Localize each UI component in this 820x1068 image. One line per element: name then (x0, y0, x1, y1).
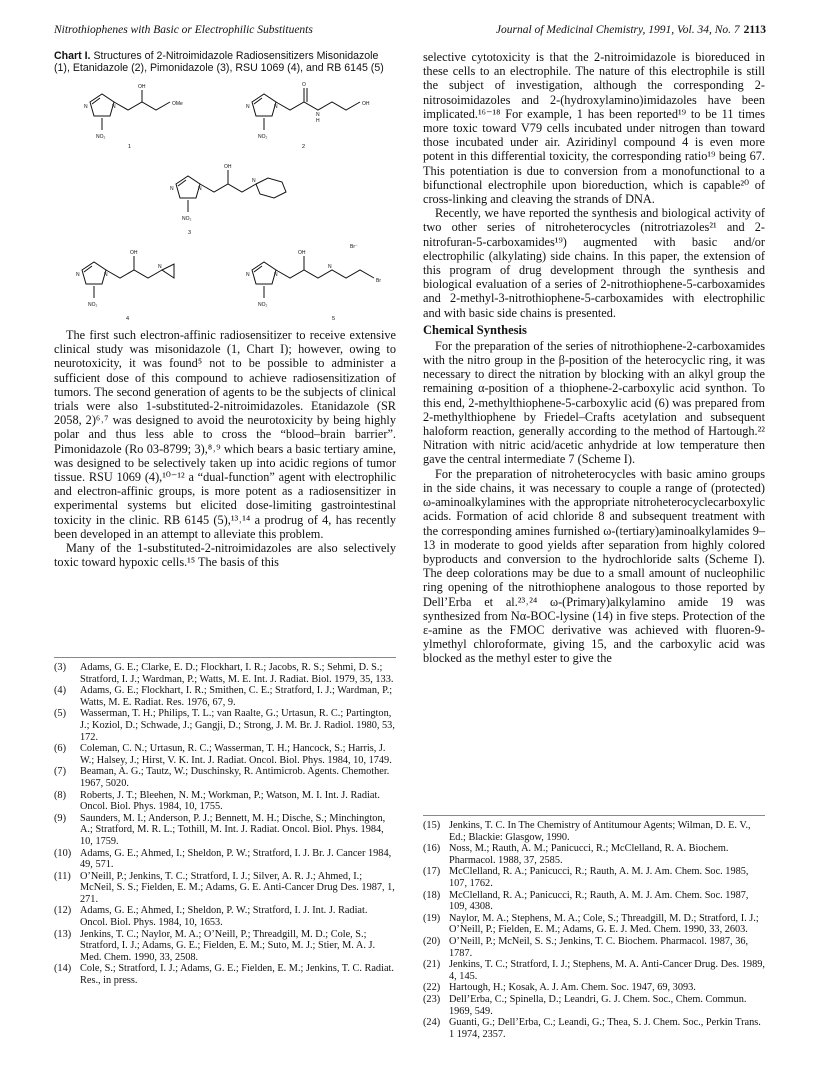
reference-text: Hartough, H.; Kosak, A. J. Am. Chem. Soc. 1947, 69, 3093. (449, 982, 696, 994)
atom-label-ome: OMe (172, 101, 183, 107)
reference-text: Jenkins, T. C. In The Chemistry of Antitumour Agents; Wilman, D. E. V., Ed.; Blackie: Glasgow, 1990. (449, 820, 751, 843)
compound-number: 3 (188, 230, 192, 236)
atom-label-oh: OH (224, 164, 232, 170)
atom-label-no2: NO₂ (258, 302, 268, 308)
atom-label-no2: NO₂ (88, 302, 98, 308)
atom-label-n: N (158, 264, 162, 270)
reference-text: Cole, S.; Stratford, I. J.; Adams, G. E.; Fielden, E. M.; Jenkins, T. C. Radiat. Res., in press. (80, 963, 394, 987)
atom-label-br-minus: Br⁻ (350, 244, 358, 250)
compound-number: 4 (126, 316, 130, 322)
reference-text: McClelland, R. A.; Panicucci, R.; Rauth, A. M. J. Am. Chem. Soc. 1985, 107, 1762. (449, 866, 749, 889)
reference-text: Coleman, C. N.; Urtasun, R. C.; Wasserman, T. H.; Hancock, S.; Harris, J. W.; Halsey, J.; Hirst, V. K. Int. J. Radiat. Oncol. Biol. Phys. 1984, 10, 1749. (80, 743, 392, 766)
compound-number: 1 (128, 144, 132, 150)
reference-item (54, 708, 396, 743)
compound-number: 5 (332, 316, 336, 322)
right-column (423, 50, 765, 666)
reference-item (54, 813, 396, 848)
atom-label-n: N (316, 112, 320, 118)
chart-structures (54, 76, 396, 326)
reference-number: (6) (54, 743, 67, 755)
atom-label-oh: OH (130, 250, 138, 256)
reference-item (423, 890, 765, 913)
chart-caption (54, 50, 396, 74)
reference-item (423, 843, 765, 866)
reference-text: Adams, G. E.; Ahmed, I.; Sheldon, P. W.; Stratford, I. J. Int. J. Radiat. Oncol. Biol. Phys. 1984, 10, 1653. (80, 905, 368, 929)
reference-number: (20) (423, 935, 441, 947)
reference-number: (3) (54, 662, 67, 673)
reference-text: Adams, G. E.; Clarke, E. D.; Flockhart, I. R.; Jacobs, R. S.; Sehmi, D. S.; Stratford, I. J.; Wardman, P.; Watts, M. E. Int. J. Radiat. Biol. 1979, 35, 133. (80, 662, 394, 685)
structure-rb-6145 (240, 236, 390, 324)
body-paragraph: Many of the 1-substituted-2-nitroimidazoles are also selectively toxic toward hypoxic cells.¹⁵ The basis of this (54, 541, 396, 570)
atom-label-n: N (170, 186, 174, 192)
reference-number: (18) (423, 889, 441, 901)
structure-etanidazole (240, 76, 390, 150)
reference-item (423, 866, 765, 889)
reference-item (423, 936, 765, 959)
reference-text: Dell’Erba, C.; Spinella, D.; Leandri, G. J. Chem. Soc., Chem. Commun. 1969, 549. (449, 993, 747, 1017)
atom-label-br: Br (376, 278, 381, 284)
reference-text: McClelland, R. A.; Panicucci, R.; Rauth, A. M. J. Am. Chem. Soc. 1987, 109, 4308. (449, 889, 749, 913)
structure-pimonidazole (164, 156, 324, 238)
reference-item (54, 766, 396, 789)
page-number: 2113 (743, 24, 766, 36)
reference-text: Beaman, A. G.; Tautz, W.; Duschinsky, R. Antimicrob. Agents. Chemother. 1967, 5020. (80, 766, 390, 789)
reference-item (54, 871, 396, 906)
reference-text: Guanti, G.; Dell’Erba, C.; Leandi, G.; Thea, S. J. Chem. Soc., Perkin Trans. 1 1974, 2357. (449, 1017, 761, 1040)
running-head (54, 24, 766, 40)
atom-label-n: N (274, 272, 278, 278)
reference-item (423, 820, 765, 843)
reference-number: (5) (54, 708, 67, 720)
reference-item (54, 848, 396, 871)
reference-text: Adams, G. E.; Ahmed, I.; Sheldon, P. W.; Stratford, I. J. Br. J. Cancer 1984, 49, 571. (80, 847, 392, 871)
references-left (54, 662, 396, 987)
reference-text: Roberts, J. T.; Bleehen, N. M.; Workman, P.; Watson, M. I. Int. J. Radiat. Oncol. Biol. Phys. 1984, 10, 1755. (80, 789, 380, 813)
body-paragraph: For the preparation of nitroheterocycles with basic amino groups in the side chains, it was necessary to couple a range of (protected) ω-aminoalkylamines with the appropriate nitroheterocyclecarboxylic acids. Formation of acid chloride 8 and subsequent treatment with the corresponding amines furnished ω-(tertiary)aminoalkylamides 9–13 in moderate to good yields after separation from highly colored byproducts and conversion to the hydrochloride salts (Scheme I). The deep colorations may be due to a small amount of nucleophilic ring opening of the nitrothiophene analogous to those reported by Dell’Erba et al.²³˒²⁴ ω-(Primary)alkylamino amide 19 was synthesized from Nα-BOC-lysine (14) in five steps. Protection of the ε-amine as the FMOC derivative was achieved with fluoren-9-ylmethyl chloroformate, giving 15, and the carboxylic acid was blocked as the methyl ester to give the (423, 466, 765, 666)
reference-text: Wasserman, T. H.; Philips, T. L.; van Raalte, G.; Urtasun, R. C.; Partington, J.; Koziol, D.; Schwade, J.; Gangji, D.; Strong, J. M. Br. J. Radiol. 1980, 53, 172. (80, 708, 395, 743)
structure-misonidazole (76, 78, 206, 150)
structure-rsu-1069 (70, 244, 210, 324)
atom-label-n: N (104, 272, 108, 278)
references-right (423, 820, 765, 1040)
chart-caption-label: Chart I. (54, 50, 91, 62)
body-paragraph: selective cytotoxicity is that the 2-nitroimidazole is bioreduced in these cells to an electrophile. The nature of this electrophile is still the subject of investigation, although the corresponding 2-nitrosoimidazoles and 2-(hydroxylamino)imidazoles have been implicated.¹⁶⁻¹⁸ For example, 1 has been reported¹⁹ to be 11 times more toxic toward V79 cells incubated under nitrogen than toward those incubated under air. Aziridinyl compound 4 is even more potent in this differential toxicity, the corresponding ratio¹⁹ being 67. This potentiation is due to conversion from a monofunctional to a bifunctional electrophile upon bioreduction, which is capable²⁰ of cross-linking and cleaving the strands of DNA. (423, 50, 765, 207)
body-paragraph: For the preparation of the series of nitrothiophene-2-carboxamides with the nitro group in the β-position of the heterocyclic ring, it was necessary to direct the nitration by blocking with an alkyl group the remaining α-position of a thiophene-2-carboxylic acid synthon. To this end, 2-methylthiophene-5-carboxylic acid (6) was prepared from 2-methylthiophene by Friedel–Crafts acetylation and subsequent haloform reaction, generally according to the method of Hartough.²² Nitration with nitric acid/acetic anhydride at low temperature then gave the central intermediate 7 (Scheme I). (423, 338, 765, 467)
reference-item (54, 662, 396, 685)
journal-citation: Journal of Medicinal Chemistry, 1991, Vol. 34, No. 7 (495, 24, 740, 36)
atom-label-n: N (274, 104, 278, 110)
reference-number: (19) (423, 912, 441, 924)
reference-number: (13) (54, 928, 72, 940)
left-column (54, 50, 396, 569)
reference-number: (8) (54, 789, 67, 801)
body-paragraph: The first such electron-affinic radiosensitizer to receive extensive clinical study was misonidazole (1, Chart I); however, owing to neurotoxicity, it was found⁵ not to be possible to administer a sufficient dose of this compound to achieve radiosensitization of tumors. The second generation of agents to be the subjects of clinical trials were also 1-substituted-2-nitroimidazoles. Etanidazole (SR 2058, 2)⁶˒⁷ was designed to avoid the neurotoxicity by being highly polar and thus less able to cross the “blood–brain barrier”. Pimonidazole (Ro 03-8799; 3),⁸˒⁹ which bears a basic tertiary amine, was designed to be selectively taken up into acidic regions of tumor tissue. RSU 1069 (4),¹⁰⁻¹² a “dual-function” agent with electrophilic and electron-affinic groups, is more potent as a radiosensitizer in experimental systems but elicited dose-limiting gastrointestinal toxicity in the clinic. RB 6145 (5),¹³˒¹⁴ a prodrug of 4, has recently been developed in an attempt to alleviate this problem. (54, 328, 396, 541)
reference-item (423, 994, 765, 1017)
reference-item (54, 905, 396, 928)
reference-number: (9) (54, 812, 67, 824)
running-head-journal (496, 24, 766, 36)
atom-label-n: N (246, 272, 250, 278)
reference-text: Jenkins, T. C.; Naylor, M. A.; O’Neill, P.; Threadgill, M. D.; Cole, S.; Stratford, I. J.; Adams, G. E.; Fielden, E. M.; Suto, M. J.; Stier, M. A. J. Med. Chem. 1990, 33, 2508. (80, 928, 376, 963)
atom-label-h: H (316, 118, 320, 124)
reference-number: (10) (54, 847, 72, 859)
reference-item (54, 963, 396, 986)
atom-label-n: N (84, 104, 88, 110)
chart-caption-text: Structures of 2-Nitroimidazole Radiosensitizers Misonidazole (1), Etanidazole (2), Pimonidazole (3), RSU 1069 (4), and RB 6145 (5) (54, 50, 384, 74)
reference-text: Saunders, M. I.; Anderson, P. J.; Bennett, M. H.; Dische, S.; Minchington, A.; Stratford, M. R. L.; Tothill, M. Int. J. Radiat. Oncol. Biol. Phys. 1984, 10, 1759. (80, 812, 386, 847)
footnote-rule (423, 815, 765, 816)
reference-number: (4) (54, 685, 67, 697)
atom-label-no2: NO₂ (258, 134, 268, 140)
reference-text: O’Neill, P.; Jenkins, T. C.; Stratford, I. J.; Silver, A. R. J.; Ahmed, I.; McNeil, S. S.; Fielden, E. M.; Adams, G. E. Anti-Cancer Drug Des. 1987, 1, 271. (80, 870, 395, 905)
atom-label-o: O (302, 82, 306, 88)
reference-number: (21) (423, 959, 441, 971)
reference-item (423, 913, 765, 936)
running-head-title: Nitrothiophenes with Basic or Electrophilic Substituents (54, 24, 313, 36)
reference-text: Jenkins, T. C.; Stratford, I. J.; Stephens, M. A. Anti-Cancer Drug. Des. 1989, 4, 145. (449, 959, 765, 982)
reference-item (54, 743, 396, 766)
reference-item (54, 929, 396, 964)
reference-number: (11) (54, 870, 71, 882)
atom-label-no2: NO₂ (182, 216, 192, 222)
reference-item (423, 982, 765, 994)
atom-label-n: N (246, 104, 250, 110)
section-heading: Chemical Synthesis (423, 322, 527, 337)
reference-text: Adams, G. E.; Flockhart, I. R.; Smithen, C. E.; Stratford, I. J.; Wardman, P.; Watts, M. E. Radiat. Res. 1976, 67, 9. (80, 685, 393, 708)
atom-label-n: N (252, 178, 256, 184)
atom-label-oh: OH (298, 250, 306, 256)
reference-number: (7) (54, 766, 67, 778)
atom-label-no2: NO₂ (96, 134, 106, 140)
reference-number: (16) (423, 843, 441, 855)
compound-number: 2 (302, 144, 306, 150)
atom-label-n-plus: N (328, 264, 332, 270)
reference-number: (14) (54, 963, 72, 975)
reference-item (423, 1017, 765, 1040)
reference-number: (12) (54, 905, 72, 917)
atom-label-n: N (76, 272, 80, 278)
reference-number: (22) (423, 982, 441, 994)
reference-number: (23) (423, 993, 441, 1005)
atom-label-oh: OH (362, 101, 370, 107)
atom-label-n: N (112, 104, 116, 110)
reference-text: Naylor, M. A.; Stephens, M. A.; Cole, S.; Threadgill, M. D.; Stratford, I. J.; O’Neill, P.; Fielden, E. M.; Adams, G. E. J. Med. Chem. 1990, 33, 2603. (449, 912, 759, 936)
atom-label-oh: OH (138, 84, 146, 90)
reference-text: O’Neill, P.; McNeil, S. S.; Jenkins, T. C. Biochem. Pharmacol. 1987, 36, 1787. (449, 935, 749, 959)
reference-number: (15) (423, 820, 441, 831)
reference-item (54, 685, 396, 708)
body-paragraph: Recently, we have reported the synthesis and biological activity of two other series of nitroheterocycles (nitrotriazoles²¹ and 2-nitrofuran-5-carboxamides¹⁹) augmented with basic and/or electrophilic (alkylating) side chains. In this paper, the extension of this program of drug development through the synthesis and biological evaluation of a series of 2-nitrothiophene-5-carboxamides and 2-methyl-3-nitrothiophene-5-carboxamides with electrophilic and with basic side chains is presented. (423, 206, 765, 320)
atom-label-n: N (198, 186, 202, 192)
reference-number: (17) (423, 866, 441, 878)
reference-item (423, 959, 765, 982)
reference-item (54, 790, 396, 813)
footnote-rule (54, 657, 396, 658)
reference-text: Noss, M.; Rauth, A. M.; Panicucci, R.; McClelland, R. A. Biochem. Pharmacol. 1988, 37, 2585. (449, 843, 729, 866)
reference-number: (24) (423, 1017, 441, 1029)
